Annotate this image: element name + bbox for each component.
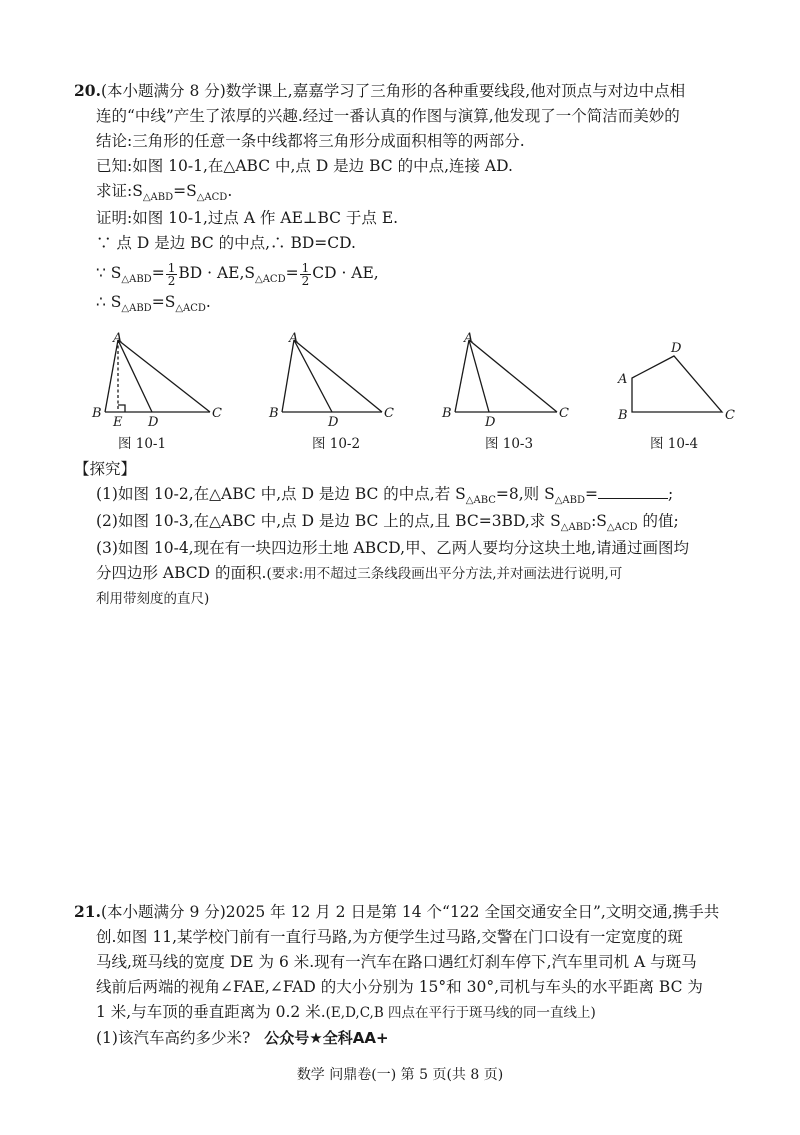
fraction: $\frac{1}{2}$: [167, 260, 176, 288]
page-footer: 数学 问鼎卷(一) 第 5 页(共 8 页): [296, 1067, 504, 1083]
label-b: B: [618, 408, 628, 423]
figure-10-1: [84, 332, 234, 452]
explore-title: 【探究】: [74, 460, 137, 478]
label-c: C: [384, 406, 394, 421]
question-number: 21.: [74, 902, 101, 921]
q20-proof-line1: 证明:如图 10-1,过点 A 作 AE⊥BC 于点 E.: [96, 209, 399, 227]
label-a: A: [464, 332, 474, 346]
q21-line1: (本小题满分 9 分)2025 年 12 月 2 日是第 14 个“122 全国交通安全日”,文明交通,携手共: [100, 903, 720, 921]
q20-known: 已知:如图 10-1,在△ABC 中,点 D 是边 BC 的中点,连接 AD.: [96, 157, 513, 175]
q20-intro-line2: 连的“中线”产生了浓厚的兴趣.经过一番认真的作图与演算,他发现了一个简洁而美妙的: [96, 107, 680, 125]
q21-line6: (1)该汽车高约多少米? 公众号★全科AA+: [96, 1029, 389, 1047]
label-a: A: [289, 332, 299, 346]
figures-row: [84, 332, 744, 460]
q20-intro-line3: 结论:三角形的任意一条中线都将三角形分成面积相等的两部分.: [96, 132, 525, 150]
q20-explore: [74, 457, 734, 612]
label-c: C: [725, 408, 735, 423]
q21-line5: 1 米,与车顶的垂直距离为 0.2 米.(E,D,C,B 四点在平行于斑马线的同一直线上): [96, 1003, 596, 1021]
label-c: C: [212, 406, 222, 421]
figure-10-3: [429, 332, 579, 452]
label-c: C: [559, 406, 569, 421]
explore-item-3-line3: 利用带刻度的直尺): [96, 591, 210, 607]
figure-10-2: [256, 332, 406, 452]
triangle-abc-altitude-diagram: [84, 332, 234, 428]
figure-caption: 图 10-3: [484, 436, 534, 452]
q21-line4: 线前后两端的视角∠FAE,∠FAD 的大小分别为 15°和 30°,司机与车头的水平距离 BC 为: [96, 978, 703, 996]
q20-prove: 求证$:S_{\triangle ABD}=S_{\triangle ACD}$.: [96, 182, 233, 203]
label-e: E: [113, 415, 123, 428]
answer-blank[interactable]: [598, 484, 668, 499]
q20-proof-line4: ∴ $S_{\triangle ABD}=S_{\triangle ACD}$.: [96, 293, 211, 314]
explore-item-2: (2)如图 10-3,在△ABC 中,点 D 是边 BC 上的点,且 BC=3BD,求 $S_{\triangle ABD}:S_{\triangle ACD}$ 的值;: [96, 512, 679, 533]
label-d: D: [328, 415, 339, 428]
label-b: B: [269, 406, 279, 421]
label-d: D: [148, 415, 159, 428]
watermark-text: 公众号★全科AA+: [264, 1029, 389, 1047]
explore-item-3-line1: (3)如图 10-4,现在有一块四边形土地 ABCD,甲、乙两人要均分这块土地,请通过画图均: [96, 539, 690, 557]
q21-line3: 马线,斑马线的宽度 DE 为 6 米.现有一汽车在路口遇红灯刹车停下,汽车里司机 A 与斑马: [96, 953, 697, 971]
question-number: 20.: [74, 81, 101, 100]
triangle-abc-point-d-diagram: [429, 332, 579, 428]
quadrilateral-abcd-diagram: [604, 332, 754, 428]
figure-caption: 图 10-4: [649, 436, 699, 452]
figure-caption: 图 10-2: [311, 436, 361, 452]
label-a: A: [618, 372, 628, 387]
q20-proof-line3: ∵ $S_{\triangle ABD}=$ $\frac{1}{2}$ BD · $AE,S_{\triangle ACD}=$ $\frac{1}{2}$ CD · AE,: [96, 260, 379, 288]
question-20: [74, 78, 734, 317]
label-b: B: [442, 406, 452, 421]
q20-intro-line1: (本小题满分 8 分)数学课上,嘉嘉学习了三角形的各种重要线段,他对顶点与对边中点相: [100, 82, 686, 100]
triangle-abc-median-diagram: [256, 332, 406, 428]
figure-10-4: [604, 332, 754, 452]
explore-item-3-line2: 分四边形 ABCD 的面积.(要求:用不超过三条线段画出平分方法,并对画法进行说明,可: [96, 564, 623, 582]
label-d: D: [485, 415, 496, 428]
fraction: $\frac{1}{2}$: [301, 260, 310, 288]
q21-line2: 创.如图 11,某学校门前有一直行马路,为方便学生过马路,交警在门口设有一定宽度的斑: [96, 928, 683, 946]
label-a: A: [113, 332, 123, 346]
question-21: [74, 899, 734, 1051]
label-b: B: [92, 406, 102, 421]
q20-proof-line2: ∵ 点 D 是边 BC 的中点,∴ BD=CD.: [96, 234, 356, 252]
label-d: D: [671, 341, 682, 356]
explore-item-1: (1)如图 10-2,在△ABC 中,点 D 是边 BC 的中点,若 $S_{\triangle ABC}=8$,则 $S_{\triangle ABD}=$ ;: [96, 485, 674, 506]
figure-caption: 图 10-1: [117, 436, 167, 452]
